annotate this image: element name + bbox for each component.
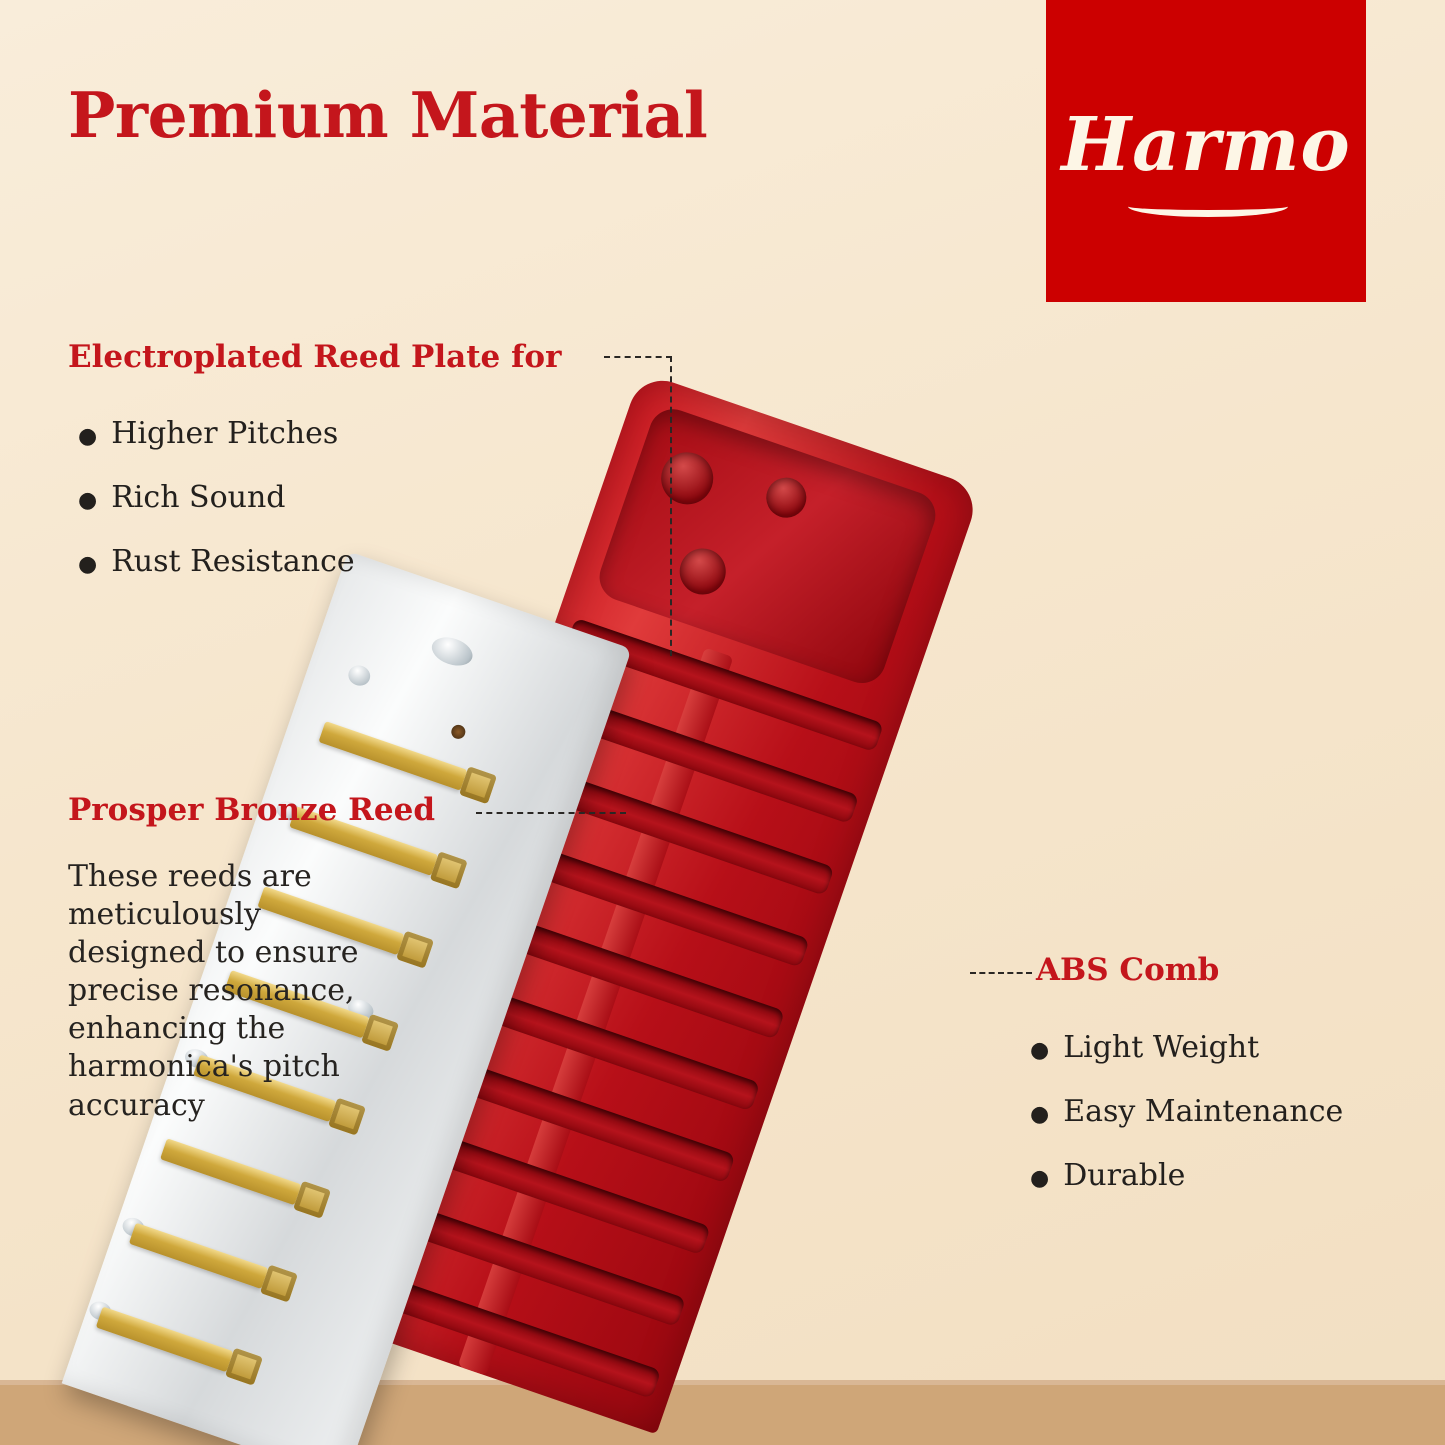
bronze-reed (318, 721, 467, 791)
list-item (78, 480, 355, 515)
bronze-reed (96, 1306, 234, 1372)
callout-title-abs-comb: ABS Comb (1036, 952, 1220, 988)
bullet-list-reed-plate (78, 416, 355, 608)
leader-line-bronze-reed (476, 812, 626, 814)
bullet-dot-icon: ● (1030, 1038, 1050, 1063)
bullet-dot-icon: ● (1030, 1166, 1050, 1191)
plate-pin-hole (449, 723, 467, 741)
brand-logo (1046, 0, 1366, 302)
list-item (78, 416, 355, 451)
bullet-list-abs-comb (1030, 1030, 1343, 1222)
callout-title-bronze-reed: Prosper Bronze Reed (68, 792, 436, 828)
list-item (1030, 1030, 1343, 1065)
bronze-reed (129, 1223, 269, 1289)
callout-title-reed-plate: Electroplated Reed Plate for (68, 339, 562, 375)
list-item-label: Rust Resistance (111, 544, 355, 579)
bullet-dot-icon: ● (78, 488, 98, 513)
callout-body-bronze-reed: These reeds are meticulously designed to ensure precise resonance, enhancing the harmonica's pitch accuracy (68, 859, 359, 1123)
brand-logo-text: Harmo (1061, 102, 1351, 188)
plate-mount-hole (428, 632, 476, 670)
product-photo (300, 430, 1300, 1445)
list-item-label: Light Weight (1063, 1030, 1260, 1065)
bullet-dot-icon: ● (78, 552, 98, 577)
list-item-label: Rich Sound (111, 480, 286, 515)
list-item (1030, 1094, 1343, 1129)
brand-logo-swash (1128, 196, 1288, 217)
leader-line-reed-plate-vertical (670, 356, 672, 656)
bronze-reed (160, 1138, 301, 1205)
list-item-label: Durable (1063, 1158, 1186, 1193)
list-item (78, 544, 355, 579)
list-item-label: Easy Maintenance (1063, 1094, 1344, 1129)
leader-line-reed-plate (604, 356, 672, 358)
list-item-label: Higher Pitches (111, 416, 339, 451)
bullet-dot-icon: ● (78, 424, 98, 449)
leader-line-abs-comb (970, 972, 1032, 974)
page-title: Premium Material (68, 78, 708, 152)
list-item (1030, 1158, 1343, 1193)
bullet-dot-icon: ● (1030, 1102, 1050, 1127)
plate-mount-hole (346, 663, 373, 689)
